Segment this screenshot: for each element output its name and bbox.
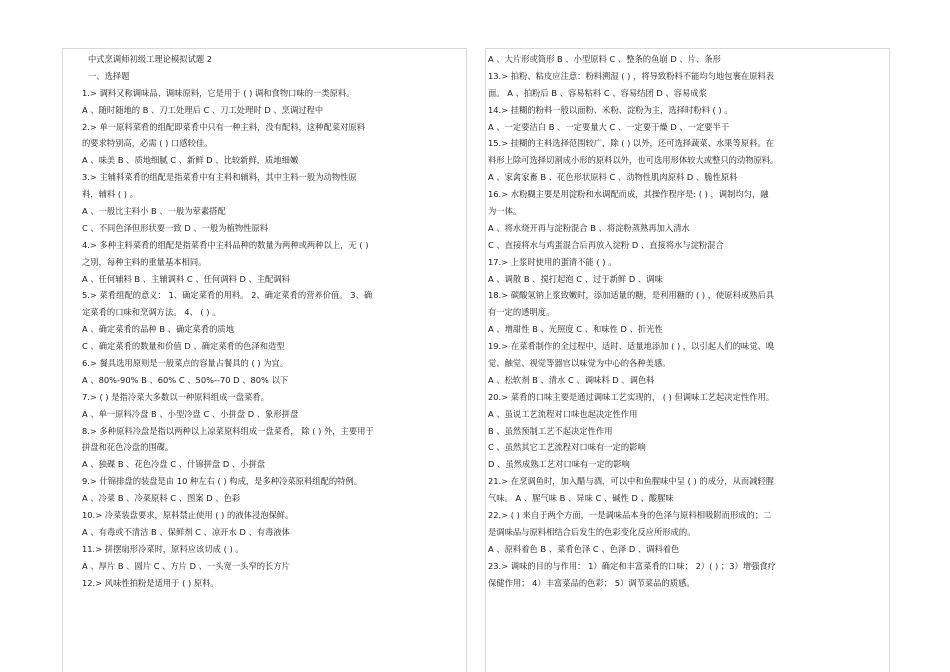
left-text-line: A 、味美 B 、质地细腻 C 、新鲜 D 、比较新鲜，质地细嫩 bbox=[82, 155, 299, 166]
right-text-line: B 、虽然预制工艺不起决定性作用 bbox=[488, 425, 613, 436]
left-page-content bbox=[82, 51, 374, 592]
left-text-line: A 、厚片 B 、圆片 C 、方片 D 、一头宽一头窄的长方片 bbox=[82, 560, 290, 571]
left-text-line: 中式烹调师初级工理论模拟试题 2 bbox=[88, 54, 213, 64]
left-text-line: 6.> 餐具选用原则是一般菜点的容量占餐具的 ( ) 为宜。 bbox=[82, 358, 289, 369]
left-text-line: 7.> ( ) 是指冷菜大多数以一种原料组成一盘菜肴。 bbox=[82, 391, 269, 402]
left-document-page bbox=[62, 48, 467, 672]
left-text-line: 5.> 菜肴组配的意义： 1、确定菜肴的用料。 2、确定菜肴的营养价值。 3、确 bbox=[82, 290, 373, 301]
left-text-line: A 、80%-90% B 、60% C 、50%--70 D 、80% 以下 bbox=[82, 374, 289, 385]
left-text-line: C 、不同色泽但形状要一致 D 、一般为植物性原料 bbox=[82, 222, 269, 233]
right-text-line: A 、原料着色 B 、菜肴色泽 C 、色泽 D 、调料着色 bbox=[488, 543, 680, 554]
right-text-line: 料形上除可选择切割成小形的原料以外，也可选用形体较大或整只的动物原料。 bbox=[488, 155, 779, 166]
right-text-line: 为一体。 bbox=[488, 206, 522, 217]
right-page-content bbox=[488, 51, 778, 592]
right-text-line: 22.> ( ) 来自于两个方面，一是调味品本身的色泽与原料相吸附而形成的；二 bbox=[488, 510, 772, 521]
left-text-line: A 、确定菜肴的品种 B 、确定菜肴的质地 bbox=[82, 324, 235, 335]
right-text-line: A 、调散 B 、搅打起泡 C 、过于新鲜 D 、调味 bbox=[488, 273, 663, 284]
right-text-line: 14.> 挂糊的粉料一般以面粉、米粉、淀粉为主，选择时粉料 ( ) 。 bbox=[488, 104, 733, 115]
left-text-line: A 、一般比主料小 B 、一般为荤素搭配 bbox=[82, 206, 226, 217]
left-text-line: 10.> 冷菜装盘要求，原料禁止使用 ( ) 的液体浸泡保鲜。 bbox=[82, 510, 294, 521]
left-text-line: A 、单一原料冷盘 B 、小型冷盘 C 、小拼盘 D 、象形拼盘 bbox=[82, 408, 299, 419]
right-text-line: 23.> 调味的目的与作用： 1）确定和丰富菜肴的口味； 2）( ) ；3）增强食疗 bbox=[488, 560, 776, 571]
right-text-line: 有一定的透明度。 bbox=[488, 307, 555, 318]
right-text-line: A 、将水烧开再与淀粉混合 B 、将淀粉蒸熟再加入清水 bbox=[488, 222, 690, 233]
left-text-line: A 、冷菜 B 、冷菜原料 C 、图案 D 、色彩 bbox=[82, 493, 241, 504]
left-text-line: C 、确定菜肴的数量和价值 D 、确定菜肴的色泽和造型 bbox=[82, 341, 285, 352]
right-text-line: C 、虽然其它工艺流程对口味有一定的影响 bbox=[488, 442, 646, 453]
right-text-line: C 、直接将水与鸡蛋混合后再放入淀粉 D 、直接将水与淀粉混合 bbox=[488, 239, 724, 250]
right-document-page bbox=[485, 48, 890, 672]
right-text-line: A 、家禽家畜 B 、花色形状原料 C 、动物性肌肉原料 D 、脆性原料 bbox=[488, 172, 738, 183]
left-text-line: 9.> 什锦排盘的装盘是由 10 种左右 ( ) 构成，是多种冷菜原料组配的特例。 bbox=[82, 476, 363, 487]
right-text-line: 18.> 碳酸氢钠上浆致嫩时，添加适量的糖，是利用糖的 ( ) ，使原料成熟后具 bbox=[488, 290, 775, 301]
right-text-line: A 、虽说工艺流程对口味也起决定性作用 bbox=[488, 408, 638, 419]
right-text-line: 21.> 在烹调鱼时，加入醋与酒，可以中和鱼腥味中呈 ( ) 的成分，从而减轻腥 bbox=[488, 476, 775, 487]
left-text-line: 拼盘和花色冷盘的围碟。 bbox=[82, 442, 174, 453]
left-text-line: 8.> 多种原料冷盘是指以两种以上凉菜原料组成一盘菜肴， 除 ( ) 外，主要用于 bbox=[82, 425, 374, 436]
right-text-line: D 、虽然成熟工艺对口味有一定的影响 bbox=[488, 459, 630, 470]
left-text-line: 定菜肴的口味和烹调方法。 4、 ( ) 。 bbox=[82, 307, 221, 318]
left-text-line: 11.> 拼摆扇形冷菜时，原料应该切成 ( ) 。 bbox=[82, 543, 244, 554]
right-text-line: A 、增甜性 B 、光照度 C 、和味性 D 、折光性 bbox=[488, 324, 663, 335]
right-text-line: 15.> 挂糊的主料选择范围较广，除 ( ) 以外，还可选择蔬菜、水果等原料。在 bbox=[488, 138, 775, 149]
right-text-line: 是调味品与原料相结合后发生的色彩变化反应所形成的。 bbox=[488, 526, 696, 537]
right-text-line: A 、一定要洁白 B 、一定要量大 C 、一定要干燥 D 、一定要半干 bbox=[488, 121, 730, 132]
left-text-line: 1.> 调料又称调味品、调味原料，它是用于 ( ) 调和食物口味的一类原料。 bbox=[82, 87, 355, 98]
left-text-line: 的要求特别高，必需 ( ) 口感较佳。 bbox=[82, 138, 213, 149]
right-text-line: 保健作用； 4）丰富菜品的色彩； 5）调节菜品的质感。 bbox=[488, 577, 695, 588]
right-text-line: 面。 A 、拍粉后 B 、容易粘料 C 、容易结团 D 、容易成浆 bbox=[488, 87, 707, 98]
left-text-line: 之別，每种主料的重量基本相同。 bbox=[82, 256, 207, 267]
left-text-line: A 、任何辅料 B 、主辅调料 C 、任何调料 D 、主配调料 bbox=[82, 273, 290, 284]
left-text-line: A 、有毒或不清洁 B 、保鲜剂 C 、凉开水 D 、有毒液体 bbox=[82, 526, 290, 537]
right-text-line: 13.> 拍粉、粘皮应注意：粉料溯湿 ( ) ，将导致粉料不能均匀地包裹在原料表 bbox=[488, 70, 775, 81]
right-text-line: A 、松软剂 B 、清水 C 、调味料 D 、调色料 bbox=[488, 374, 655, 385]
left-text-line: 4.> 多种主料菜肴的组配是指菜肴中主料品种的数量为两种或两种以上，无 ( ) bbox=[82, 239, 369, 250]
left-text-line: 一、选择题 bbox=[88, 70, 130, 81]
left-text-line: A 、随时随地的 B 、刀工处理后 C 、刀工处理时 D 、烹调过程中 bbox=[82, 104, 324, 115]
left-text-line: 12.> 风味性拍粉是适用于 ( ) 原料。 bbox=[82, 577, 219, 588]
right-text-line: 16.> 水粉糊主要是用淀粉和水调配而成，其操作程序是: ( ) ，调制均匀，融 bbox=[488, 189, 769, 200]
left-text-line: A 、独碟 B 、花色冷盘 C 、什锦拼盘 D 、小拼盘 bbox=[82, 459, 266, 470]
left-text-line: 2.> 单一原料菜肴的组配即菜肴中只有一种主料，没有配料，这种配菜对原料 bbox=[82, 121, 366, 132]
right-text-line: 气味。 A 、腥气味 B 、异味 C 、碱性 D 、酸腥味 bbox=[488, 493, 674, 504]
right-text-line: 17.> 上浆时使用的蛋清不能 ( ) 。 bbox=[488, 256, 617, 267]
right-text-line: 20.> 菜肴的口味主要是通过调味工艺实现的， ( ) 但调味工艺起决定性作用。 bbox=[488, 391, 775, 402]
left-text-line: 3.> 主辅料菜肴的组配是指菜肴中有主料和辅料，其中主料一般为动物性原 bbox=[82, 172, 357, 183]
right-text-line: 19.> 在菜肴制作的全过程中，适时、适量地添加 ( ) ，以引起人们的味觉、嗅 bbox=[488, 341, 775, 352]
right-text-line: 觉、触觉、视觉等器官以味觉为中心的各种美感。 bbox=[488, 358, 671, 369]
right-text-line: A 、大片形或筒形 B 、小型原料 C 、整条的鱼崩 D 、片、条形 bbox=[488, 54, 721, 64]
left-text-line: 料，辅料 ( ) 。 bbox=[82, 189, 138, 200]
